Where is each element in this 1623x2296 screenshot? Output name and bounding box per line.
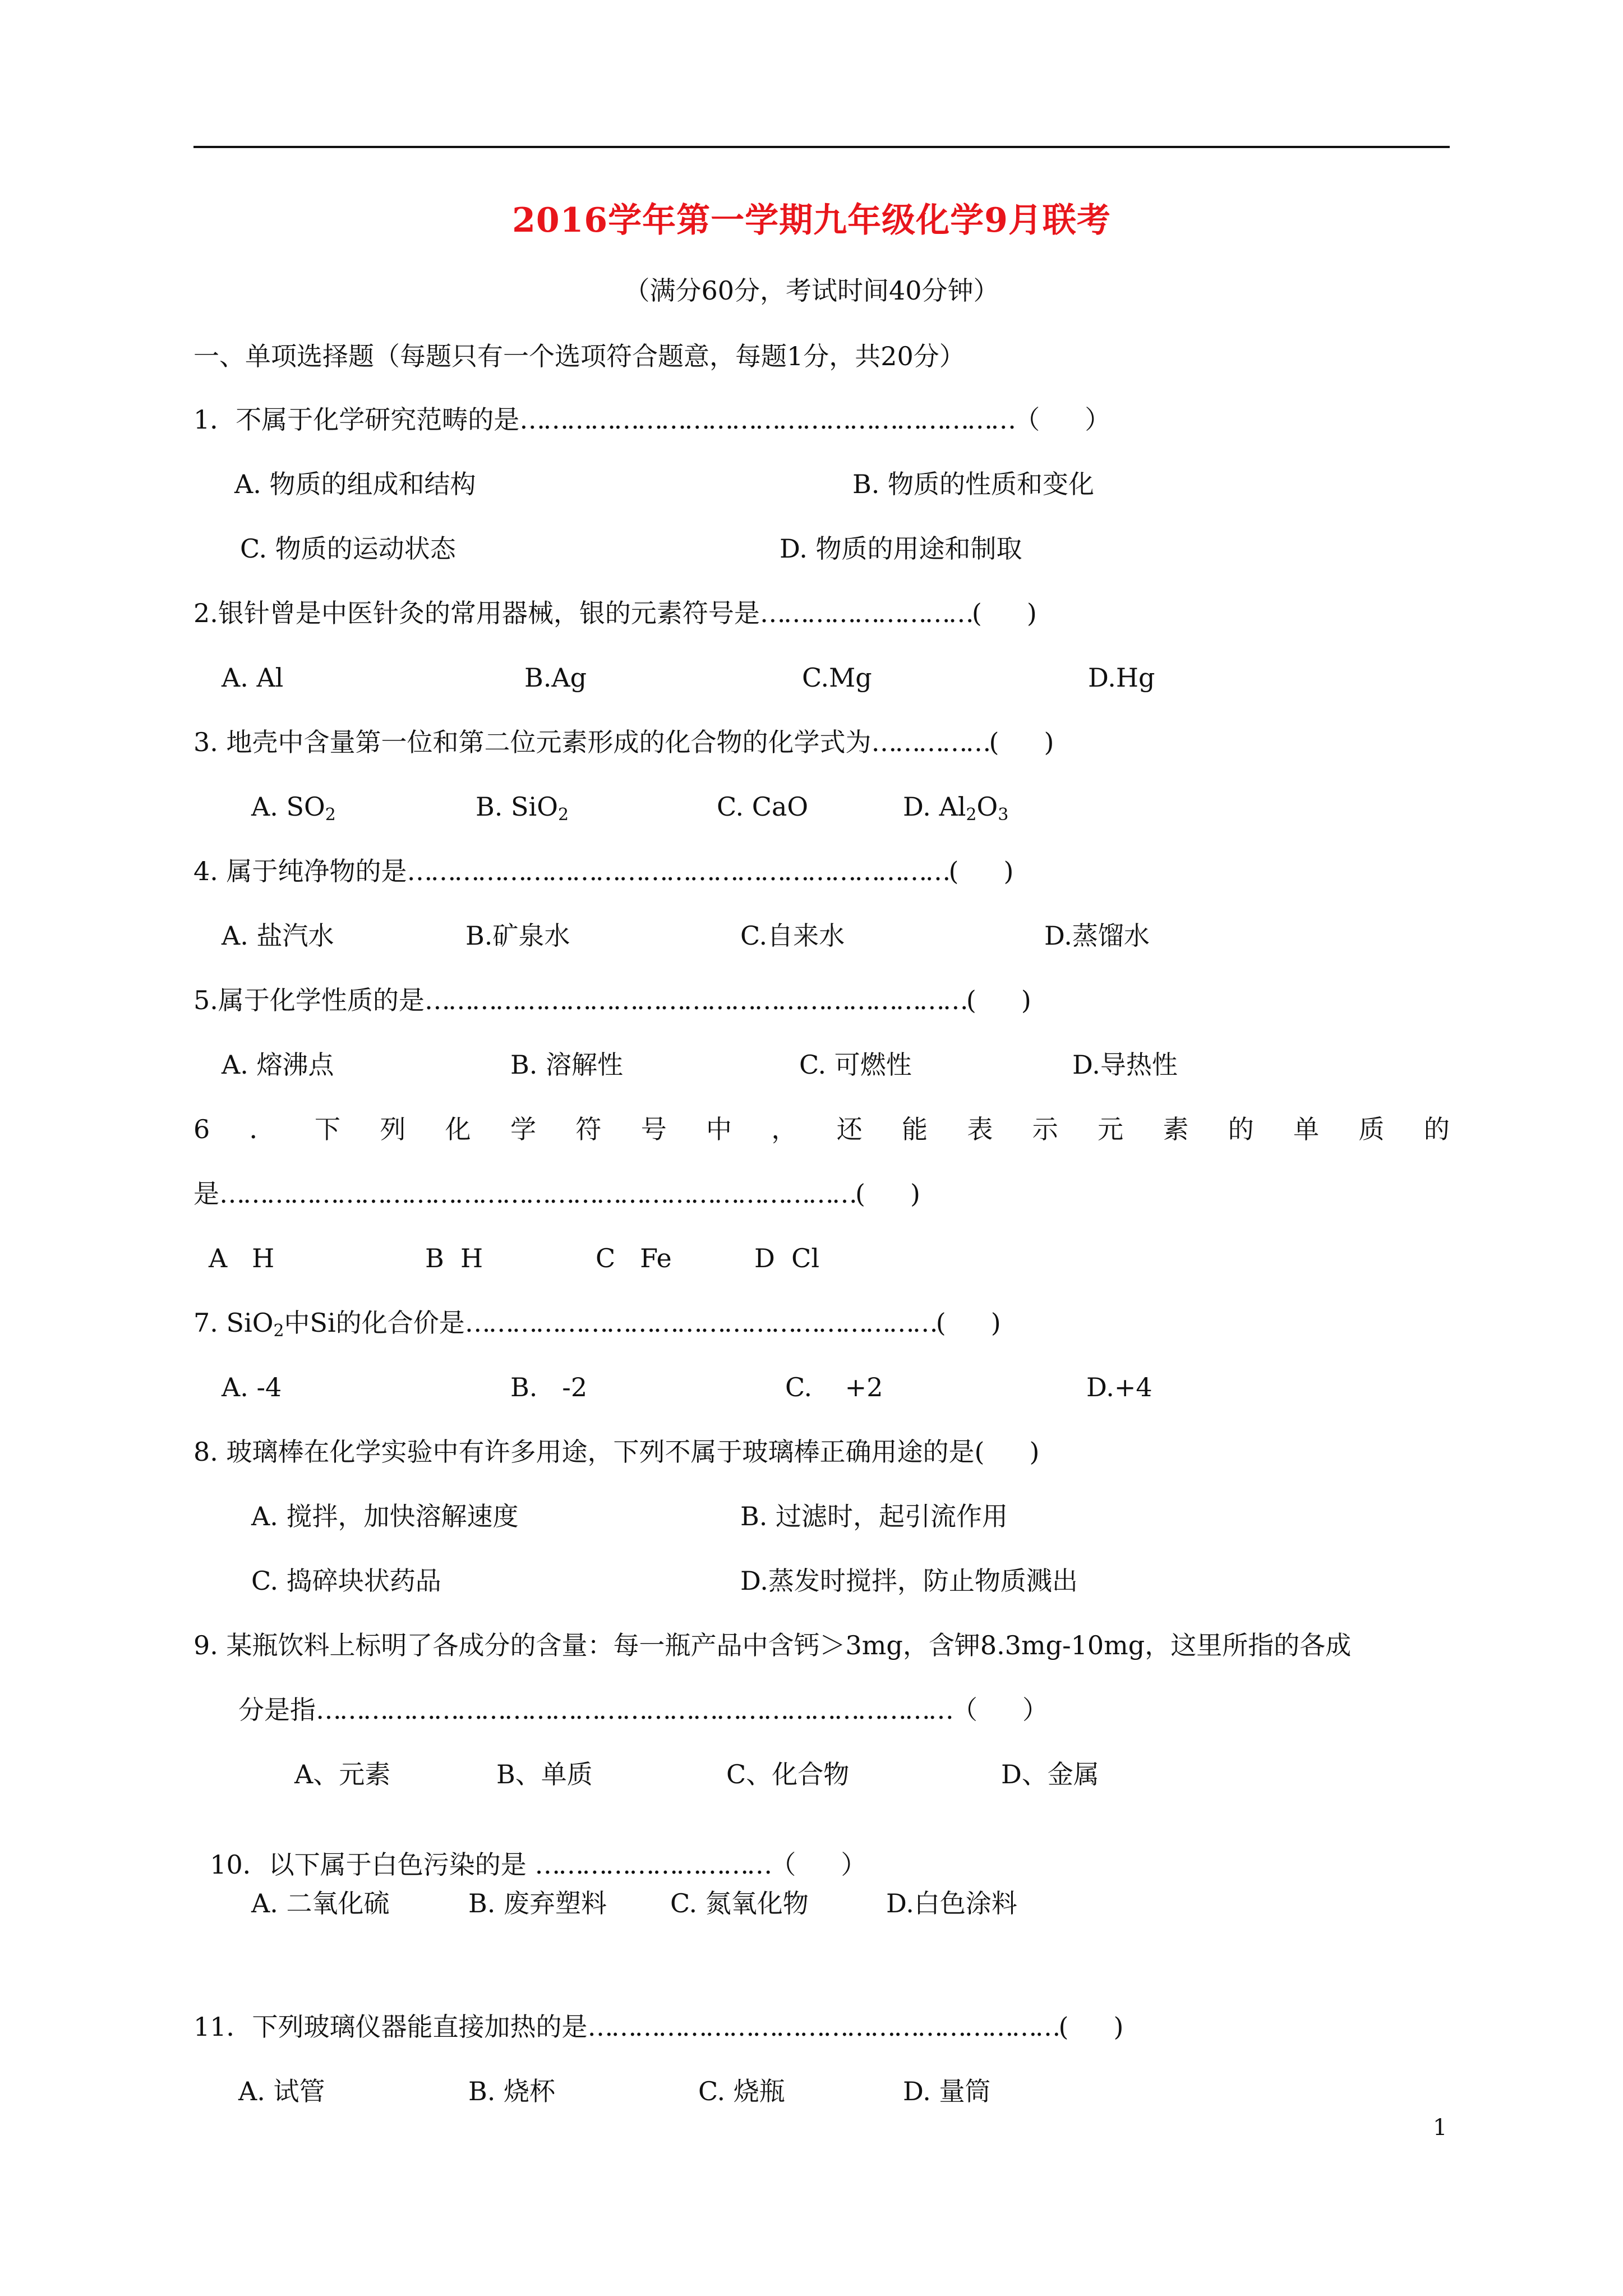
option-b: B. 溶解性: [510, 1050, 624, 1080]
leader-dots: ……………………………………………………………: [407, 856, 949, 886]
leader-dots: ………………………………………………………: [519, 404, 1015, 435]
option-c: C. 氮氧化物: [670, 1888, 809, 1918]
option-c: C.自来水: [740, 921, 845, 951]
option-c: C. 烧瓶: [698, 2076, 785, 2106]
option-d: D.+4: [1086, 1372, 1152, 1402]
question-stem: 11．下列玻璃仪器能直接加热的是: [193, 2012, 588, 2042]
option-a: A. 熔沸点: [222, 1050, 334, 1080]
header-rule: [193, 146, 1450, 148]
option-b: B. 废弃塑料: [468, 1888, 607, 1918]
leader-dots: ………………………………………………………………………: [316, 1695, 952, 1725]
option-b: B.Ag: [524, 662, 587, 693]
option-d: D.蒸发时搅拌，防止物质溅出: [740, 1566, 1078, 1596]
option-d: D. 物质的用途和制取: [780, 533, 1022, 564]
option-d: D.Hg: [1088, 662, 1155, 693]
option-c: C. 捣碎块状药品: [251, 1566, 441, 1596]
option-c: C. 物质的运动状态: [240, 533, 456, 564]
question-stem: 8. 玻璃棒在化学实验中有许多用途，下列不属于玻璃棒正确用途的是: [193, 1437, 975, 1467]
leader-dots: ……………………………………………………: [587, 2012, 1059, 2042]
option-a: A. -4: [222, 1372, 282, 1402]
leader-dots: ……………………………………………………: [464, 1308, 936, 1338]
option-d: D. $Al_2O_3$: [903, 792, 1009, 825]
leader-dots: ……………………………………………………………: [424, 985, 966, 1015]
option-a: A. 二氧化硫: [251, 1888, 390, 1918]
option-c: C. +2: [785, 1372, 883, 1402]
leader-dots: …………………………: [534, 1849, 771, 1880]
leader-dots: ……………: [871, 727, 989, 757]
question-stem: 2.银针曾是中医针灸的常用器械，银的元素符号是: [193, 598, 760, 628]
option-b: B. 过滤时，起引流作用: [740, 1501, 1008, 1531]
option-c: C.Mg: [802, 662, 872, 693]
leader-dots: ………………………: [759, 598, 972, 628]
option-b: B. SiO$_2$: [476, 792, 569, 825]
question-6-line2: 是………………………………………………………………………( ): [193, 1179, 920, 1209]
question-stem: 10．以下属于白色污染的是: [210, 1849, 535, 1880]
option-d: D.白色涂料: [886, 1888, 1017, 1918]
option-b: B. 烧杯: [468, 2076, 556, 2106]
option-d: D.导热性: [1072, 1050, 1178, 1080]
question-1: 1．不属于化学研究范畴的是………………………………………………………（ ）: [193, 404, 1111, 435]
option-c: C. 可燃性: [799, 1050, 912, 1080]
option-a: A H: [209, 1243, 275, 1273]
option-a: A. 物质的组成和结构: [234, 469, 476, 499]
question-stem: 5.属于化学性质的是: [193, 985, 425, 1015]
option-a: A. 试管: [238, 2076, 325, 2106]
question-11: 11．下列玻璃仪器能直接加热的是……………………………………………………( ): [193, 2012, 1124, 2042]
page-subtitle: （满分60分，考试时间40分钟）: [624, 275, 999, 306]
question-9-line2: 分是指………………………………………………………………………（ ）: [238, 1695, 1048, 1725]
question-2: 2.银针曾是中医针灸的常用器械，银的元素符号是………………………( ): [193, 598, 1037, 628]
question-5: 5.属于化学性质的是……………………………………………………………( ): [193, 985, 1031, 1015]
question-4: 4. 属于纯净物的是……………………………………………………………( ): [193, 856, 1014, 886]
option-b: B、单质: [496, 1759, 593, 1789]
option-a: A. 搅拌，加快溶解速度: [251, 1501, 519, 1531]
option-a: A. 盐汽水: [222, 921, 334, 951]
option-c: C Fe: [596, 1243, 672, 1273]
option-a: A. Al: [222, 662, 284, 693]
question-10: 10．以下属于白色污染的是 …………………………（ ）: [210, 1849, 867, 1880]
option-d: D、金属: [1001, 1759, 1099, 1789]
question-9-line1: 9. 某瓶饮料上标明了各成分的含量：每一瓶产品中含钙＞3mg，含钾8.3mg-10mg，这里所指的各成: [193, 1630, 1352, 1660]
option-b: B. 物质的性质和变化: [852, 469, 1095, 499]
option-c: C、化合物: [726, 1759, 850, 1789]
section-heading: 一、单项选择题（每题只有一个选项符合题意，每题1分，共20分）: [193, 341, 965, 371]
leader-dots: ………………………………………………………………………: [219, 1179, 855, 1209]
option-b: B H: [425, 1243, 483, 1273]
question-3: 3. 地壳中含量第一位和第二位元素形成的化合物的化学式为……………( ): [193, 727, 1054, 757]
page-title: 2016学年第一学期九年级化学9月联考: [512, 201, 1111, 240]
option-a: A、元素: [294, 1759, 391, 1789]
option-d: D. 量筒: [903, 2076, 991, 2106]
page-number: 1: [1433, 2115, 1447, 2141]
question-stem: 3. 地壳中含量第一位和第二位元素形成的化合物的化学式为: [193, 727, 872, 757]
question-stem: 1．不属于化学研究范畴的是: [193, 404, 520, 435]
question-7: 7. SiO$_2$中Si的化合价是……………………………………………………( ): [193, 1308, 1001, 1341]
option-a: A. $SO_2$: [251, 792, 336, 825]
option-b: B.矿泉水: [465, 921, 570, 951]
option-d: D Cl: [754, 1243, 820, 1273]
question-stem: 4. 属于纯净物的是: [193, 856, 407, 886]
option-d: D.蒸馏水: [1044, 921, 1150, 951]
question-6-line1: 6 ． 下 列 化 学 符 号 中 ， 还 能 表 示 元 素 的 单 质 的: [193, 1114, 1450, 1144]
option-b: B. -2: [510, 1372, 588, 1402]
question-8: 8. 玻璃棒在化学实验中有许多用途，下列不属于玻璃棒正确用途的是( ): [193, 1437, 1040, 1467]
option-c: C. CaO: [717, 792, 809, 822]
